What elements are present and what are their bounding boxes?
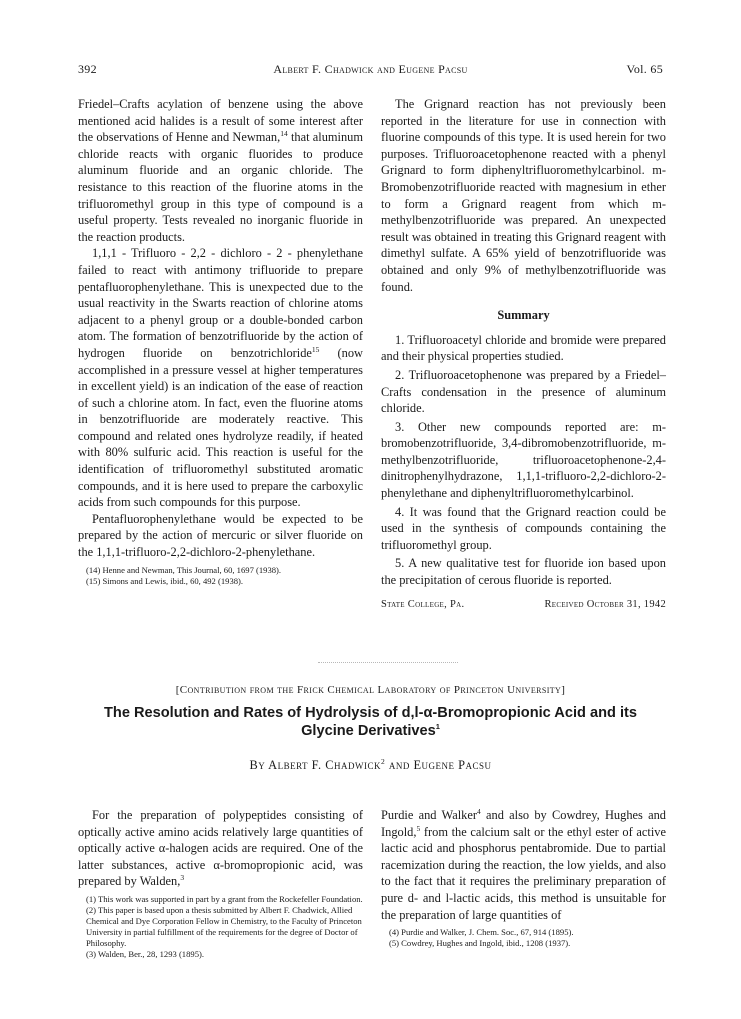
article-title: The Resolution and Rates of Hydrolysis of d,l-α-Bromopropionic Acid and its Glycine Derivatives$^1$: [103, 705, 638, 739]
byline: By Albert F. Chadwick$^2$ and Eugene Pacsu: [249, 756, 492, 772]
footnote-14: (14) Henne and Newman, This Journal, 60, 1697 (1938).: [86, 564, 282, 575]
running-title: Albert F. Chadwick and Eugene Pacsu: [273, 62, 468, 76]
prev-article-left-column: [78, 96, 363, 587]
paragraph: Pentafluorophenylethane would be expected to be prepared by the action of mercuric or silver fluoride on the 1,1,1-trifluoro-2,2-dichloro-2-phenylethane.: [78, 511, 363, 560]
footnote-4: (4) Purdie and Walker, J. Chem. Soc., 67, 914 (1895).: [389, 927, 574, 938]
footnote-ref: 5: [416, 823, 421, 833]
prev-article-right-column: [381, 96, 666, 613]
volume-label: Vol. 65: [626, 62, 663, 76]
footnotes: [381, 927, 666, 949]
footnote-ref: 2: [381, 756, 386, 766]
paragraph: 1,1,1 - Trifluoro - 2,2 - dichloro - 2 - phenylethane failed to react with antimony trifluoride to prepare pentafluorophenylethane. This is unexpected due to the usual reactivity in the Swarts reaction of chlorine atoms adjacent to a phenyl group or a double-bonded carbon atom. The formation of benzotrifluoride by the action of hydrogen fluoride on benzotrichloride$^{15}$ (now accomplished in a pressure vessel at higher temperatures in excellent yield) is an indication of the ease of reaction of such a chlorine atom. In fact, even the fluorine atoms in benzotrifluoride are moderately reactive. This compound and related ones hydrolyze readily, if heated with 80% sulfuric acid. This reaction is useful for the identification of trifluoromethyl substituted aromatic compounds, and it is here used to prepare the carboxylic acids from such compounds for this purpose.: [78, 246, 363, 510]
footnote-ref: 4: [477, 806, 481, 816]
footnote-ref: 3: [180, 873, 185, 883]
paragraph: Friedel–Crafts acylation of benzene using the above mentioned acid halides is a result of some interest after the observations of Henne and Newman,$^{14}$ that aluminum chloride reacts with organic fluorides to produce aluminum fluoride and an organic chloride. The resistance to this reaction of the fluorine atoms in the trifluoromethyl group in this type of compound is a useful property. Tests revealed no inorganic fluoride in the reaction products.: [78, 97, 363, 244]
paragraph: Purdie and Walker$^4$ and also by Cowdrey, Hughes and Ingold,$^5$ from the calcium salt or the ethyl ester of active lactic acid and phosphorus pentabromide. Due to partial racemization during the reaction, the low yields, and also to the fact that it requires the preliminary preparation of pure d- and l-lactic acids, this method is unsuitable for the preparation of large quantities of: [381, 806, 666, 922]
paragraph: The Grignard reaction has not previously been reported in the literature for use in connection with fluorine compounds of this type. It is used herein for two purposes. Trifluoroacetophenone reacted with a phenyl Grignard to form diphenyltrifluoromethylcarbinol. m-Bromobenzotrifluoride reacted with magnesium in ether to form a Grignard reagent from which m-methylbenzotrifluoride was prepared. An unexpected result was obtained in treating this Grignard reagent with dimethyl sulfate. A 65% yield of benzotrifluoride was obtained and only 9% of methylbenzotrifluoride was found.: [381, 97, 666, 294]
summary-item-2: 2. Trifluoroacetophenone was prepared by a Friedel–Crafts condensation in the presence of aluminum chloride.: [381, 367, 666, 416]
summary-heading: Summary: [497, 308, 550, 323]
footnote-2: (2) This paper is based upon a thesis submitted by Albert F. Chadwick, Allied Chemical and Dye Corporation Fellow in Chemistry, to the Faculty of Princeton University in partial fulfillment of the requirements for the degree of Doctor of Philosophy.: [86, 904, 362, 948]
footnote-5: (5) Cowdrey, Hughes and Ingold, ibid., 1208 (1937).: [389, 938, 571, 949]
signature-line: [381, 597, 666, 613]
summary-item-4: 4. It was found that the Grignard reaction could be used in the synthesis of compounds containing the trifluoromethyl group.: [381, 504, 666, 552]
footnote-15: (15) Simons and Lewis, ibid., 60, 492 (1938).: [86, 575, 244, 586]
footnotes: [78, 894, 363, 960]
received-date: Received October 31, 1942: [544, 598, 666, 610]
footnote-ref: 14: [280, 129, 288, 139]
summary-item-1: 1. Trifluoroacetyl chloride and bromide were prepared and their physical properties studied.: [381, 332, 666, 364]
footnote-3: (3) Walden, Ber., 28, 1293 (1895).: [86, 948, 205, 959]
contribution-line: [Contribution from the Frick Chemical Laboratory of Princeton University]: [175, 684, 566, 696]
footnotes: [78, 565, 363, 587]
new-article-right-column: [381, 807, 666, 949]
location: State College, Pa.: [381, 598, 465, 610]
article-separator: [318, 662, 458, 663]
footnote-1: (1) This work was supported in part by a grant from the Rockefeller Foundation.: [86, 893, 363, 904]
page-number: 392: [78, 62, 97, 76]
summary-item-5: 5. A new qualitative test for fluoride ion based upon the precipitation of cerous fluoride is reported.: [381, 556, 666, 588]
footnote-ref: 1: [435, 722, 440, 732]
running-head: [78, 62, 663, 78]
summary-item-3: 3. Other new compounds reported are: m-bromobenzotrifluoride, 3,4-dibromobenzotrifluoride, m-methylbenzotrifluoride, trifluoroacetophenone-2,4-dinitrophenylhydrazone, 1,1,1-trifluoro-2,2-dichloro-2-phenylethane and diphenyltrifluoromethylcarbinol.: [381, 419, 666, 501]
paragraph: For the preparation of polypeptides consisting of optically active amino acids relatively large quantities of optically active α-halogen acids are required. One of the latter substances, active α-bromopropionic acid, was prepared by Walden,$^3$: [78, 808, 363, 889]
new-article-left-column: [78, 807, 363, 960]
footnote-ref: 15: [311, 344, 320, 354]
